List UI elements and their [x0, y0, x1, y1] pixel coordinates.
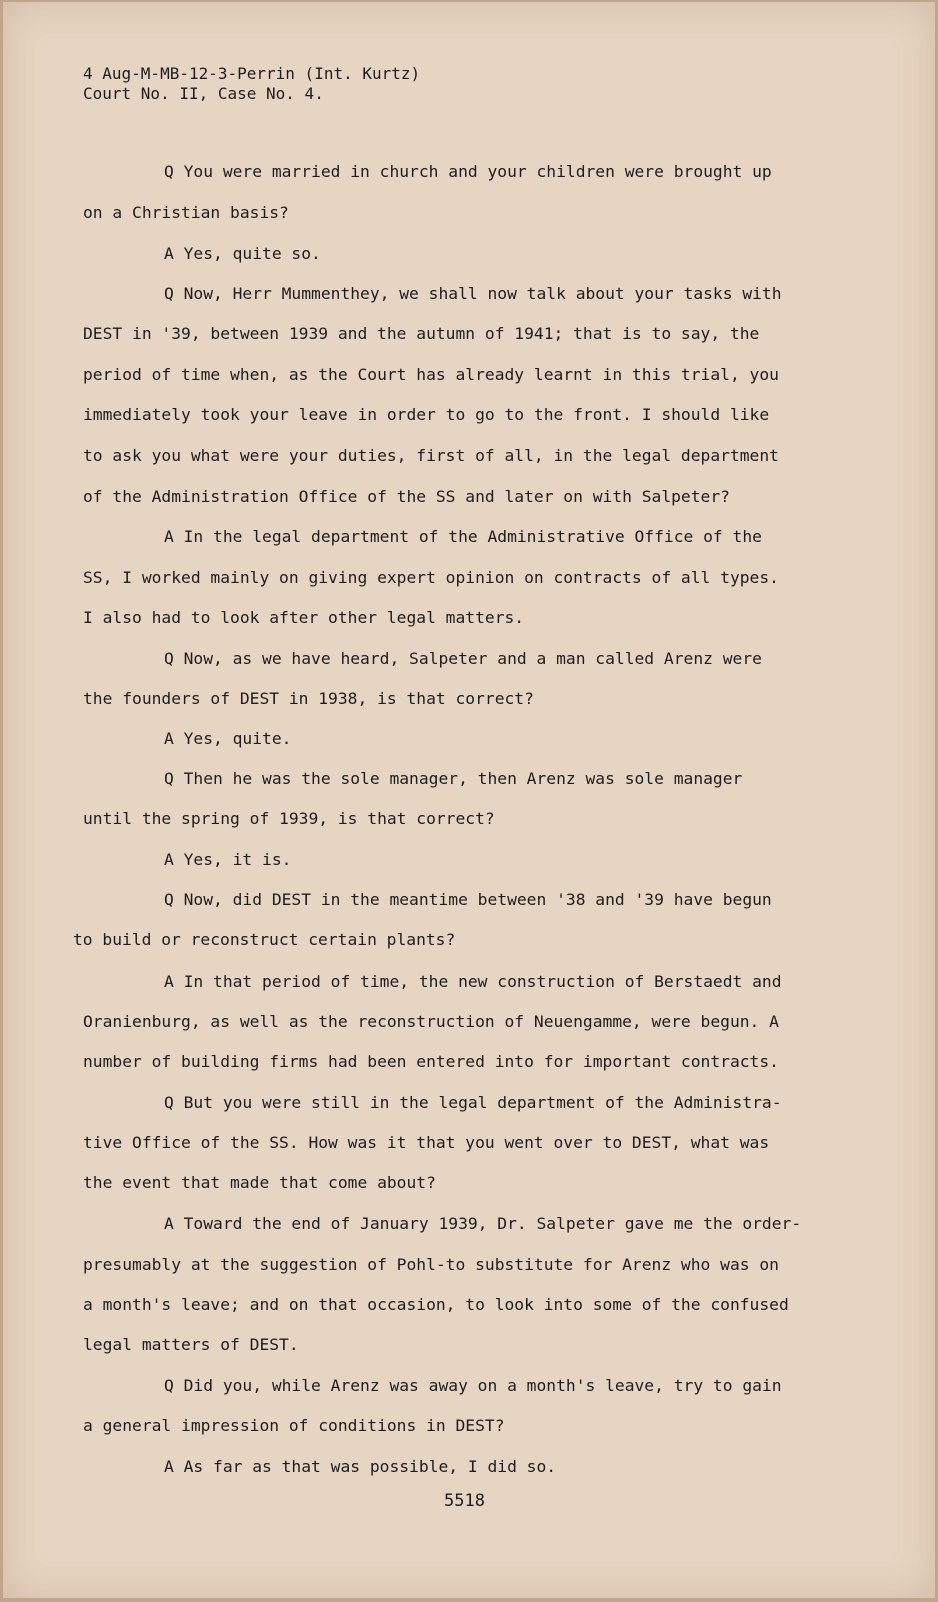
text-line: the founders of DEST in 1938, is that correct? — [83, 689, 534, 708]
text-line: A Yes, quite. — [164, 729, 292, 748]
text-line: I also had to look after other legal matters. — [83, 608, 525, 627]
text-line: Q But you were still in the legal department of the Administra- — [164, 1093, 782, 1112]
text-line: Q Then he was the sole manager, then Arenz was sole manager — [164, 769, 743, 788]
text-line: A Yes, it is. — [164, 850, 292, 869]
text-line: number of building firms had been entered into for important contracts. — [83, 1052, 779, 1071]
text-line: presumably at the suggestion of Pohl-to substitute for Arenz who was on — [83, 1255, 779, 1274]
text-line: Q Now, did DEST in the meantime between '38 and '39 have begun — [164, 890, 772, 909]
text-line: A Toward the end of January 1939, Dr. Salpeter gave me the order- — [164, 1214, 802, 1233]
text-line: tive Office of the SS. How was it that you went over to DEST, what was — [83, 1133, 770, 1152]
text-line: SS, I worked mainly on giving expert opinion on contracts of all types. — [83, 568, 779, 587]
text-line: the event that made that come about? — [83, 1173, 436, 1192]
text-line: to build or reconstruct certain plants? — [73, 930, 456, 949]
page-number: 5518 — [444, 1491, 485, 1511]
document-header — [83, 64, 420, 104]
header-line-1: 4 Aug-M-MB-12-3-Perrin (Int. Kurtz) — [83, 64, 421, 83]
text-line: to ask you what were your duties, first of all, in the legal department — [83, 446, 779, 465]
text-line: until the spring of 1939, is that correct? — [83, 809, 495, 828]
text-line: a general impression of conditions in DEST? — [83, 1416, 505, 1435]
text-line: immediately took your leave in order to go to the front. I should like — [83, 405, 770, 424]
text-line: Oranienburg, as well as the reconstruction of Neuengamme, were begun. A — [83, 1012, 779, 1031]
text-line: DEST in '39, between 1939 and the autumn of 1941; that is to say, the — [83, 324, 760, 343]
text-line: Q Now, Herr Mummenthey, we shall now talk about your tasks with — [164, 284, 782, 303]
text-line: a month's leave; and on that occasion, to look into some of the confused — [83, 1295, 789, 1314]
text-line: A In that period of time, the new construction of Berstaedt and — [164, 972, 782, 991]
text-line: period of time when, as the Court has already learnt in this trial, you — [83, 365, 779, 384]
document-page — [3, 2, 935, 1598]
text-line: of the Administration Office of the SS and later on with Salpeter? — [83, 487, 730, 506]
text-line: A Yes, quite so. — [164, 244, 321, 263]
text-line: Q Did you, while Arenz was away on a month's leave, try to gain — [164, 1376, 782, 1395]
text-line: A As far as that was possible, I did so. — [164, 1457, 557, 1476]
header-line-2: Court No. II, Case No. 4. — [83, 84, 324, 103]
text-line: legal matters of DEST. — [83, 1335, 299, 1354]
text-line: Q Now, as we have heard, Salpeter and a man called Arenz were — [164, 649, 762, 668]
text-line: A In the legal department of the Administrative Office of the — [164, 527, 762, 546]
text-line: Q You were married in church and your children were brought up — [164, 162, 772, 181]
text-line: on a Christian basis? — [83, 203, 289, 222]
